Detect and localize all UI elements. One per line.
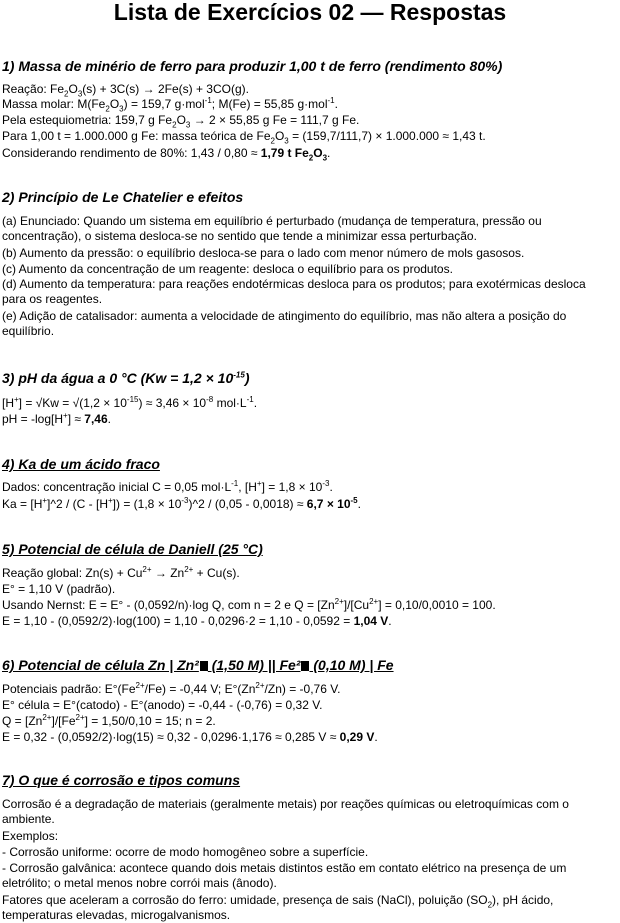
s5-answer: 1,04 V	[353, 614, 389, 628]
s1-answer: 1,79 t $Fe_2O_3$	[260, 146, 328, 163]
s7-galvanic-item: - Corrosão galvânica: acontece quando dois metais distintos estão em contato elétrico na presença de um eletrólito; o metal menos nobre corrói mais (ânodo).	[2, 861, 567, 890]
s4-data-line: Dados: concentração inicial C = 0,05 $mol\cdot L^{-1}$, $[H^+] = 1,8 \times 10^{-3}$.	[2, 479, 333, 494]
s2-item-d: (d) Aumento da temperatura: para reações endotérmicas desloca para os produtos; para exotérmicas desloca para os reagentes.	[2, 277, 586, 306]
section-1-heading: 1) Massa de minério de ferro para produzir 1,00 t de ferro (rendimento 80%)	[2, 58, 503, 74]
s1-reaction-line: Reação: $Fe_2O_3(s) + 3C(s) \to 2Fe(s) + 3CO(g)$.	[2, 82, 249, 99]
s5-nernst-line: Usando Nernst: E = E° - (0,0592/n)·log Q, com n = 2 e $Q = [Zn^{2+}]/[Cu^{2+}] = 0,10/0,0010 = 100$.	[2, 597, 496, 612]
section-3-heading: 3) pH da água a 0 °C $(Kw = 1,2 \times 10^{-15})$	[2, 370, 250, 386]
s1-molar-line: Massa molar: $M(Fe_2O_3) = 159,7$ g·mol$^{-1}$; M(Fe) = 55,85 g·mol$^{-1}$.	[2, 96, 338, 114]
s2-item-a: (a) Enunciado: Quando um sistema em equilíbrio é perturbado (mudança de temperatura, pressão ou concentração), o sistema desloca-se no sentido que tende a minimizar essa perturbação.	[2, 214, 542, 243]
s6-potentials-line: Potenciais padrão: $E^\circ(Fe^{2+}/Fe) = -0,44$ V; $E^\circ(Zn^{2+}/Zn) = -0,76$ V.	[2, 681, 341, 696]
s2-item-e: (e) Adição de catalisador: aumenta a velocidade de atingimento do equilíbrio, mas não altera a posição do equilíbrio.	[2, 309, 567, 338]
s2-item-b: (b) Aumento da pressão: o equilíbrio desloca-se para o lado com menor número de mols gasosos.	[2, 246, 525, 260]
s7-factors: Fatores que aceleram a corrosão do ferro: umidade, presença de sais (NaCl), poluição $(SO_2)$, pH ácido, temperaturas elevadas, microgalvanismos.	[2, 893, 554, 922]
section-7-heading: 7) O que é corrosão e tipos comuns	[2, 772, 241, 788]
s3-h-concentration-line: $[H^+] = √Kw = √(1,2 \times 10^{-15}) \approx 3,46 \times 10^{-8}$ $mol\cdot L^{-1}$.	[2, 395, 258, 410]
s4-ka-line: Ka = [H+]^2 / $(C - [H^+]) = (1,8 \times 10^{-3})\^{}2 / (0,05 - 0,0018) \approx 6,7 \times 10^{-5}$.	[2, 496, 361, 511]
section-4-heading: 4) Ka de um ácido fraco	[2, 456, 160, 472]
s5-standard-line: E° = 1,10 V (padrão).	[2, 582, 116, 596]
s6-answer: 0,29 V	[339, 730, 375, 744]
s1-yield-line: Considerando rendimento de 80%: 1,43 / 0,80 ≈ 1,79 t $Fe_2O_3$.	[2, 146, 331, 163]
s1-theoretical-line: Para 1,00 t = 1.000.000 g Fe: massa teórica de $Fe_2O_3 = (159,7/111,7) \times 1.000.000 \approx 1,43$ t.	[2, 129, 486, 146]
missing-glyph-icon	[200, 661, 208, 671]
section-5-heading: 5) Potencial de célula de Daniell (25 °C)	[2, 541, 263, 557]
s3-answer: 7,46	[84, 412, 108, 426]
s6-result-line: E = 0,32 - (0,0592/2)·log(15) ≈ 0,32 - 0,0296·1,176 ≈ 0,285 V ≈ 0,29 V.	[2, 730, 378, 744]
s7-uniform-item: - Corrosão uniforme: ocorre de modo homogêneo sobre a superfície.	[2, 845, 369, 859]
s7-examples-label: Exemplos:	[2, 829, 59, 843]
s5-reaction-line: Reação global: $Zn(s) + Cu^{2+} \to Zn^{2+} + Cu(s)$.	[2, 565, 240, 580]
s6-cell-line: E° célula = E°(catodo) - E°(anodo) = -0,44 - (-0,76) = 0,32 V.	[2, 698, 323, 712]
s1-stoich-line: Pela estequiometria: 159,7 g $Fe_2O_3 \to 2 \times 55,85$ g Fe = 111,7 g Fe.	[2, 113, 360, 130]
section-2-heading: 2) Princípio de Le Chatelier e efeitos	[2, 189, 244, 205]
s2-item-c: (c) Aumento da concentração de um reagente: desloca o equilíbrio para os produtos.	[2, 262, 453, 276]
s3-ph-line: pH = -log[H+] ≈ 7,46.	[2, 411, 111, 426]
section-6-heading: 6) Potencial de célula Zn | Zn² (1,50 M) || Fe² (0,10 M) | Fe	[2, 657, 394, 673]
document-title: Lista de Exercícios 02 — Respostas	[113, 0, 507, 25]
s7-definition: Corrosão é a degradação de materiais (geralmente metais) por reações químicas ou eletroquímicas com o ambiente.	[2, 797, 569, 826]
s6-q-line: $Q = [Zn^{2+}]/[Fe^{2+}] = 1,50/0,10 = 15$; n = 2.	[2, 713, 216, 728]
s5-result-line: E = 1,10 - (0,0592/2)·log(100) = 1,10 - 0,0296·2 = 1,10 - 0,0592 = 1,04 V.	[2, 614, 392, 628]
s4-answer: $6,7 \times 10^{-5}$	[306, 496, 358, 511]
